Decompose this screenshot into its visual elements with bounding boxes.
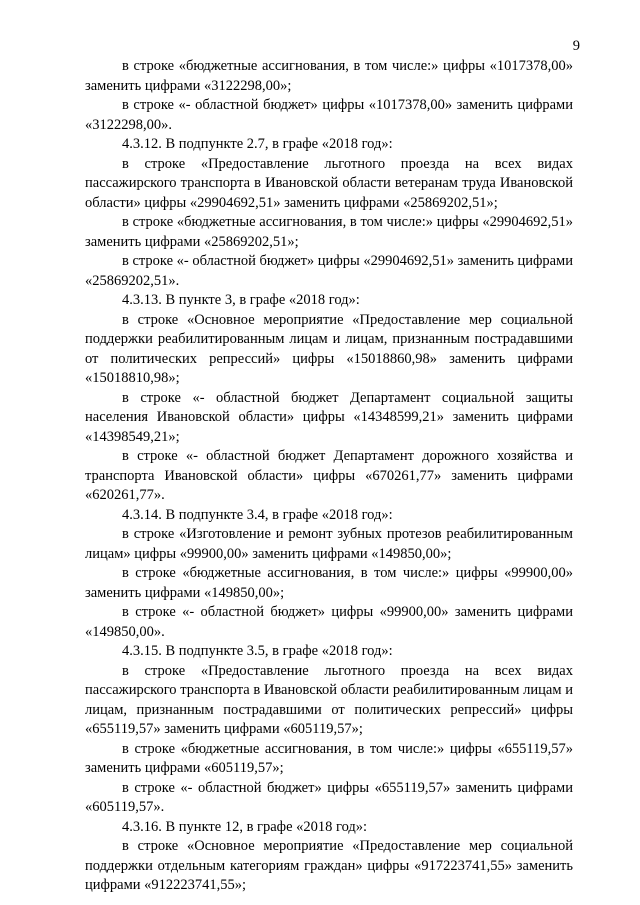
section-heading: 4.3.12. В подпункте 2.7, в графе «2018 год»: [122, 136, 393, 152]
paragraph: в строке «бюджетные ассигнования, в том числе:» цифры «1017378,00» заменить цифрами «3122298,00»; [85, 58, 573, 94]
paragraph: в строке «- областной бюджет» цифры «29904692,51» заменить цифрами «25869202,51». [85, 253, 573, 289]
paragraph: в строке «- областной бюджет» цифры «99900,00» заменить цифрами «149850,00». [85, 604, 573, 640]
paragraph: в строке «бюджетные ассигнования, в том числе:» цифры «29904692,51» заменить цифрами «25869202,51»; [85, 214, 573, 250]
paragraph: в строке «- областной бюджет» цифры «1017378,00» заменить цифрами «3122298,00». [85, 97, 573, 133]
paragraph: в строке «Основное мероприятие «Предоставление мер социальной поддержки реабилитированным лицам и лицам, признанным пострадавшими от политических репрессий» цифры «15018860,98» заменить цифрами «15018810,98»; [85, 311, 573, 386]
section-heading: 4.3.13. В пункте 3, в графе «2018 год»: [122, 292, 360, 308]
paragraph: в строке «- областной бюджет» цифры «655119,57» заменить цифрами «605119,57». [85, 779, 573, 815]
paragraph: в строке «Предоставление льготного проезда на всех видах пассажирского транспорта в Ивановской области реабилитированным лицам и лицам, признанным пострадавшими от политических репрессий» цифры «655119,57» заменить цифрами «605119,57»; [85, 662, 573, 737]
paragraph: в строке «бюджетные ассигнования, в том числе:» цифры «99900,00» заменить цифрами «149850,00»; [85, 565, 573, 601]
section-heading: 4.3.14. В подпункте 3.4, в графе «2018 год»: [122, 506, 393, 523]
paragraph: в строке «- областной бюджет Департамент социальной защиты населения Ивановской области» цифры «14348599,21» заменить цифрами «14398549,21»; [85, 389, 573, 445]
section-heading: 4.3.16. В пункте 12, в графе «2018 год»: [122, 818, 368, 835]
paragraph: в строке «Предоставление льготного проезда на всех видах пассажирского транспорта в Ивановской области ветеранам труда Ивановской области» цифры «29904692,51» заменить цифрами «25869202,51»; [85, 155, 573, 211]
page-number: 9 [572, 38, 580, 54]
paragraph: в строке «Основное мероприятие «Предоставление мер социальной поддержки отдельным категориям граждан» цифры «917223741,55» заменить цифрами «912223741,55»; [85, 838, 573, 893]
paragraph: в строке «Изготовление и ремонт зубных протезов реабилитированным лицам» цифры «99900,00» заменить цифрами «149850,00»; [85, 526, 573, 562]
paragraph: в строке «бюджетные ассигнования, в том числе:» цифры «655119,57» заменить цифрами «605119,57»; [85, 740, 573, 776]
section-heading: 4.3.15. В подпункте 3.5, в графе «2018 год»: [122, 643, 393, 659]
document-body [85, 57, 573, 896]
paragraph: в строке «- областной бюджет Департамент дорожного хозяйства и транспорта Ивановской области» цифры «670261,77» заменить цифрами «620261,77». [85, 448, 573, 503]
